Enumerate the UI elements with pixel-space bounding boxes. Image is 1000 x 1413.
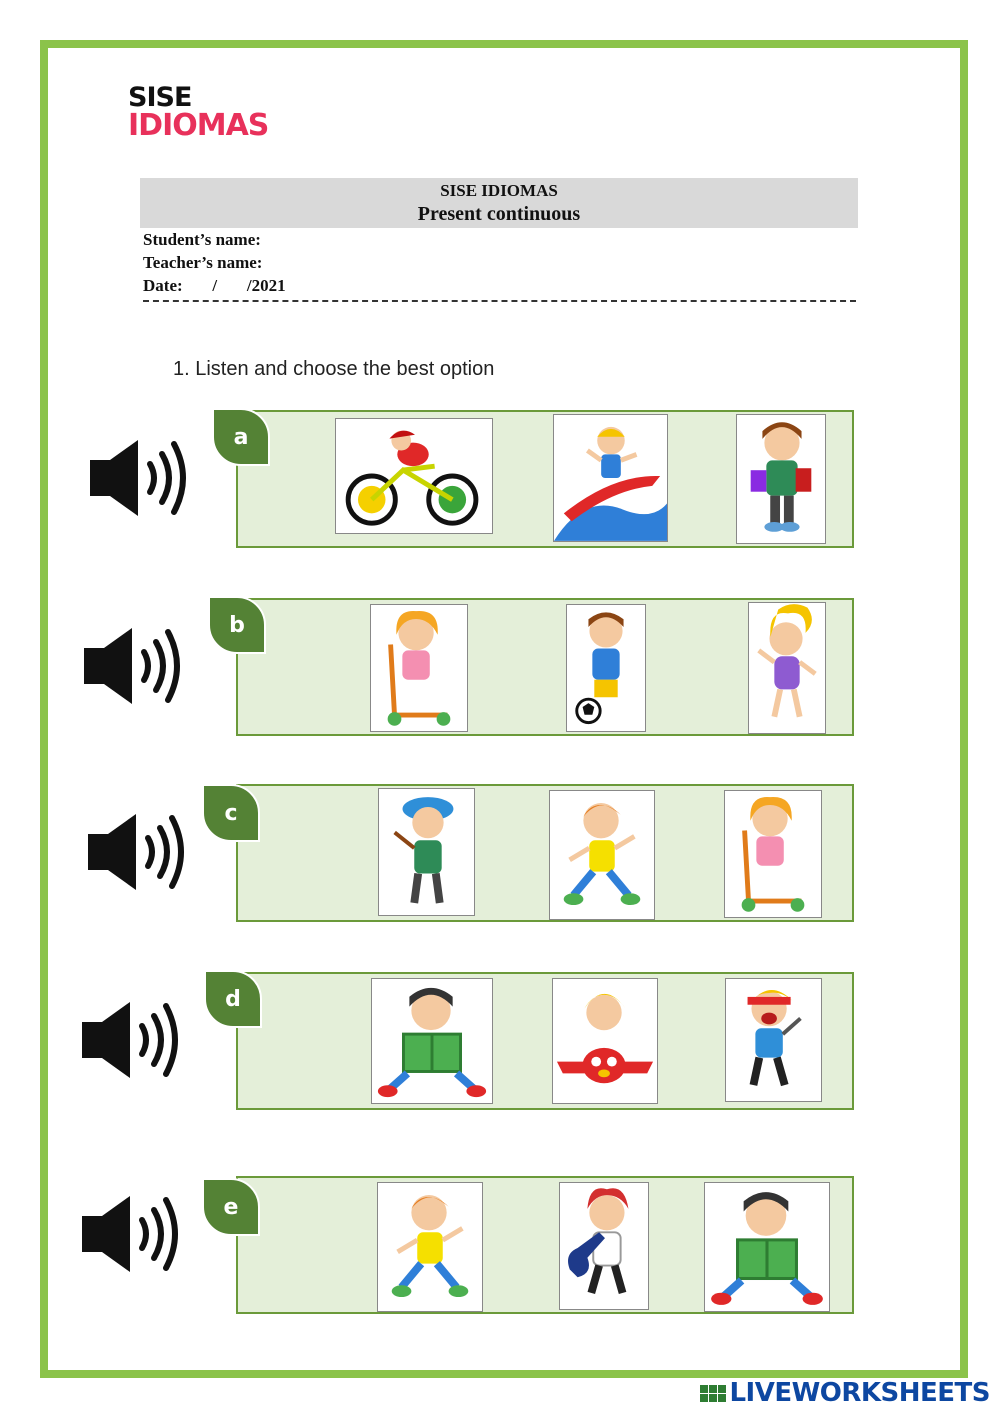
boy-with-guitar-icon[interactable] [559, 1182, 649, 1310]
surfing-boy-icon[interactable] [553, 414, 668, 542]
painting-boy-icon[interactable] [378, 788, 475, 916]
reading-boy-icon[interactable] [704, 1182, 830, 1312]
school-name: SISE IDIOMAS [440, 181, 558, 200]
dancing-girl-icon[interactable] [748, 602, 826, 734]
question-row-e [0, 1174, 1000, 1324]
boy-on-plane-icon[interactable] [552, 978, 658, 1104]
school-logo [128, 82, 269, 143]
watermark-text: LIVEWORKSHEETS [729, 1378, 990, 1408]
liveworksheets-logo-icon [700, 1385, 726, 1402]
speaker-icon[interactable] [80, 1194, 180, 1274]
logo-line-2: IDIOMAS [128, 108, 269, 143]
running-boy-icon[interactable] [377, 1182, 483, 1312]
reading-boy-icon[interactable] [371, 978, 493, 1104]
girl-on-scooter-icon[interactable] [370, 604, 468, 732]
worksheet-topic: Present continuous [417, 203, 581, 225]
question-row-b [0, 596, 1000, 746]
logo-line-1: SISE [128, 82, 192, 113]
girl-on-scooter-icon[interactable] [724, 790, 822, 918]
student-name-field: Student’s name: [143, 230, 261, 249]
question-row-d [0, 970, 1000, 1120]
cycling-boy-icon[interactable] [335, 418, 493, 534]
running-boy-icon[interactable] [549, 790, 655, 920]
boy-with-books-icon[interactable] [736, 414, 826, 544]
question-row-a [0, 408, 1000, 558]
exercise-instruction: 1. Listen and choose the best option [173, 358, 495, 380]
boy-with-football-icon[interactable] [566, 604, 646, 732]
teacher-name-field: Teacher’s name: [143, 253, 263, 272]
separator-line [143, 300, 856, 302]
question-label: d [204, 970, 262, 1028]
speaker-icon[interactable] [82, 626, 182, 706]
worksheet-header [140, 178, 858, 228]
speaker-icon[interactable] [88, 438, 188, 518]
question-label: b [208, 596, 266, 654]
question-label: e [202, 1178, 260, 1236]
speaker-icon[interactable] [86, 812, 186, 892]
question-label: c [202, 784, 260, 842]
liveworksheets-watermark [700, 1378, 990, 1408]
singing-boy-icon[interactable] [725, 978, 822, 1102]
question-row-c [0, 782, 1000, 932]
speaker-icon[interactable] [80, 1000, 180, 1080]
question-label: a [212, 408, 270, 466]
date-field: Date: / /2021 [143, 276, 286, 295]
